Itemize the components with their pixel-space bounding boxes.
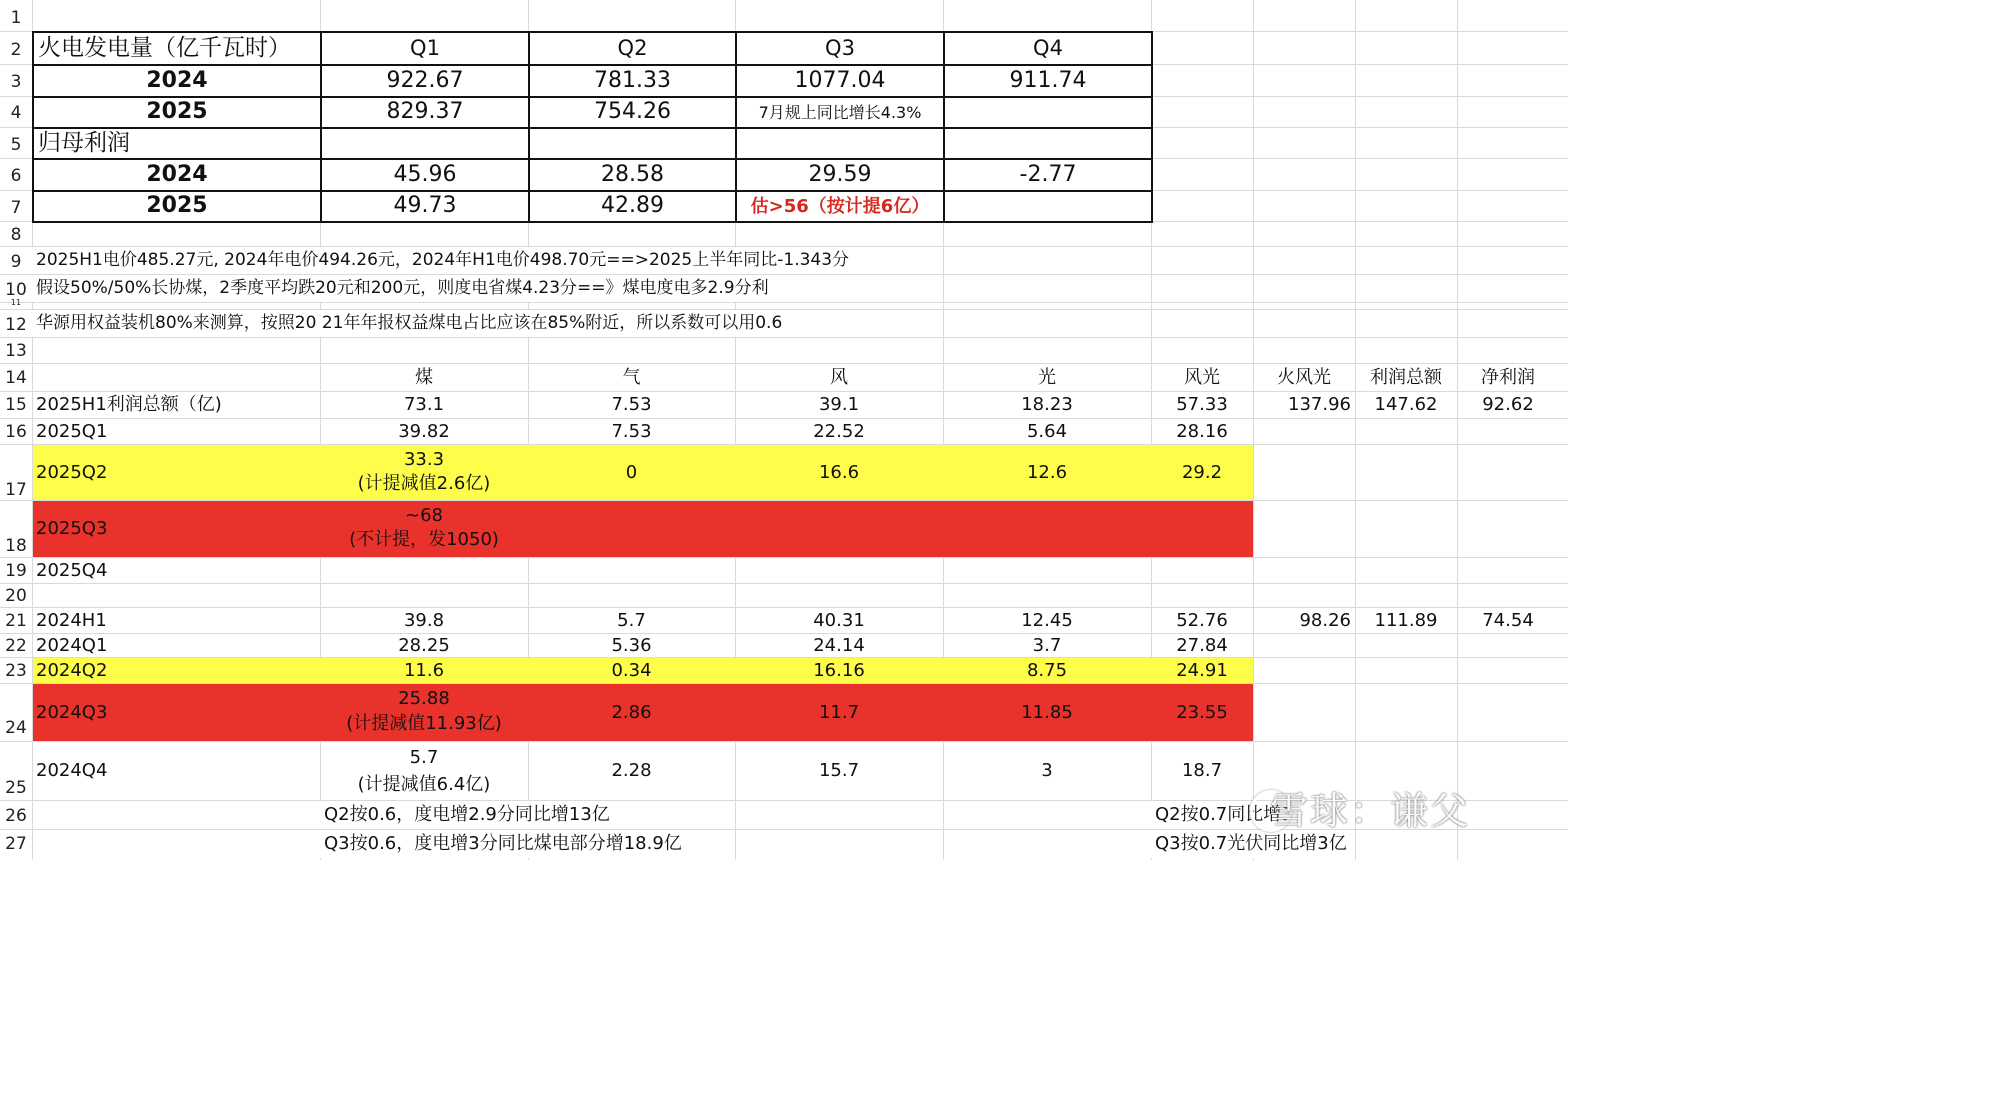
profit-label[interactable]: 归母利润: [32, 127, 322, 160]
grid-line: [0, 583, 1568, 584]
note-cell[interactable]: Q2按0.6，度电增2.9分同比增13亿: [320, 801, 610, 829]
row-number[interactable]: 19: [5, 561, 27, 581]
estimate-cell[interactable]: 估>56（按计提6亿）: [735, 190, 945, 223]
row-number[interactable]: 8: [10, 225, 22, 245]
data-cell[interactable]: 2.86: [611, 701, 652, 723]
data-cell[interactable]: 111.89: [1374, 609, 1438, 631]
note-cell[interactable]: Q3按0.7光伏同比增3亿: [1151, 830, 1347, 858]
row-label[interactable]: 2025Q4: [36, 559, 108, 581]
data-cell[interactable]: 911.74: [943, 64, 1153, 98]
data-cell[interactable]: 39.8: [403, 609, 445, 631]
data-cell[interactable]: 15.7: [818, 760, 860, 782]
column-header[interactable]: 光: [1038, 366, 1056, 388]
row-number[interactable]: 17: [5, 480, 27, 500]
row-number[interactable]: 14: [5, 368, 27, 388]
watermark: 雪球：谦父: [1270, 789, 1471, 833]
data-cell[interactable]: 28.58: [528, 158, 737, 192]
data-cell[interactable]: 28.25: [398, 634, 450, 656]
data-cell[interactable]: 52.76: [1176, 609, 1228, 631]
empty-cell[interactable]: [943, 127, 1153, 160]
note-cell[interactable]: Q2按0.7同比增3: [1151, 801, 1293, 829]
row-number[interactable]: 10: [5, 280, 27, 300]
data-cell[interactable]: 73.1: [403, 394, 445, 416]
data-cell[interactable]: 16.16: [813, 659, 865, 681]
coal-value: 25.88: [398, 688, 450, 709]
row-label[interactable]: 2025Q1: [36, 420, 108, 442]
column-header[interactable]: 火风光: [1277, 366, 1331, 388]
note-cell[interactable]: 7月规上同比增长4.3%: [735, 96, 945, 129]
data-cell[interactable]: 12.45: [1021, 609, 1073, 631]
row-number[interactable]: 12: [5, 315, 27, 335]
data-cell[interactable]: 42.89: [528, 190, 737, 223]
data-cell[interactable]: 922.67: [320, 64, 530, 98]
data-cell[interactable]: 3: [1041, 760, 1053, 782]
row-number[interactable]: 7: [10, 198, 22, 218]
row-number[interactable]: 3: [10, 72, 22, 92]
row-label[interactable]: 2025Q2: [36, 461, 108, 483]
data-cell[interactable]: 49.73: [320, 190, 530, 223]
data-cell[interactable]: 22.52: [813, 420, 865, 442]
grid-line: [1457, 0, 1458, 860]
data-cell[interactable]: 27.84: [1176, 634, 1228, 656]
row-number[interactable]: 16: [5, 422, 27, 442]
data-cell[interactable]: 5.36: [611, 634, 652, 656]
data-cell[interactable]: 40.31: [813, 609, 865, 631]
data-cell[interactable]: 24.91: [1176, 659, 1228, 681]
row-label[interactable]: 2024Q4: [36, 760, 108, 782]
empty-cell[interactable]: [943, 96, 1153, 129]
coal-value: 5.7: [409, 747, 439, 768]
row-label[interactable]: 2024H1: [36, 609, 107, 631]
data-cell[interactable]: 7.53: [611, 394, 652, 416]
data-cell[interactable]: 23.55: [1176, 701, 1228, 723]
empty-cell[interactable]: [943, 190, 1153, 223]
empty-cell[interactable]: [320, 127, 530, 160]
data-cell[interactable]: 5.7: [617, 609, 646, 631]
row-number[interactable]: 21: [5, 611, 27, 631]
data-cell[interactable]: 74.54: [1482, 609, 1534, 631]
column-header[interactable]: 风光: [1184, 366, 1220, 388]
data-cell[interactable]: 7.53: [611, 420, 652, 442]
column-header-q1[interactable]: Q1: [320, 31, 530, 66]
column-header-q3[interactable]: Q3: [735, 31, 945, 66]
column-header[interactable]: 净利润: [1481, 366, 1535, 388]
data-cell[interactable]: 829.37: [320, 96, 530, 129]
grid-line: [1253, 0, 1254, 860]
coal-cell[interactable]: [320, 448, 528, 498]
data-cell[interactable]: 11.6: [403, 659, 445, 681]
row-number[interactable]: 26: [5, 806, 27, 826]
row-number[interactable]: 15: [5, 395, 27, 415]
grid-line: [0, 337, 1568, 338]
data-cell[interactable]: 16.6: [818, 461, 860, 483]
data-cell[interactable]: 8.75: [1026, 659, 1068, 681]
coal-note: (不计提，发1050): [349, 529, 499, 550]
row-number[interactable]: 13: [5, 341, 27, 361]
data-cell[interactable]: 18.7: [1181, 760, 1223, 782]
note-row-10[interactable]: 假设50%/50%长协煤，2季度平均跌20元和200元，则度电省煤4.23分==》煤电度电多2.9分利: [32, 275, 769, 302]
data-cell[interactable]: 29.2: [1181, 461, 1223, 483]
row-number[interactable]: 27: [5, 834, 27, 854]
data-cell[interactable]: 754.26: [528, 96, 737, 129]
column-header[interactable]: 气: [622, 366, 641, 388]
row-number[interactable]: 5: [10, 135, 22, 155]
data-cell[interactable]: 92.62: [1482, 394, 1534, 416]
row-label[interactable]: 2025Q3: [36, 518, 108, 540]
empty-cell[interactable]: [528, 127, 737, 160]
row-number[interactable]: 1: [10, 8, 22, 28]
note-cell[interactable]: Q3按0.6，度电增3分同比煤电部分增18.9亿: [320, 830, 682, 858]
coal-note: (计提减值11.93亿): [346, 713, 502, 734]
row-number[interactable]: 11: [10, 298, 22, 307]
data-cell[interactable]: 0: [625, 461, 638, 483]
row-label[interactable]: 2025H1利润总额（亿): [36, 394, 222, 416]
column-header-q2[interactable]: Q2: [528, 31, 737, 66]
note-row-9[interactable]: 2025H1电价485.27元, 2024年电价494.26元，2024年H1电价498.70元==>2025上半年同比-1.343分: [32, 247, 849, 274]
data-cell[interactable]: 12.6: [1026, 461, 1068, 483]
data-cell[interactable]: 18.23: [1021, 394, 1073, 416]
coal-note: (计提减值2.6亿): [357, 473, 491, 494]
row-number[interactable]: 18: [5, 536, 27, 556]
coal-note: (计提减值6.4亿): [357, 774, 491, 795]
data-cell[interactable]: 45.96: [320, 158, 530, 192]
coal-cell[interactable]: [320, 504, 528, 554]
data-cell[interactable]: 1077.04: [735, 64, 945, 98]
grid-line: [0, 302, 1568, 303]
row-number[interactable]: 6: [10, 166, 22, 186]
empty-cell[interactable]: [735, 127, 945, 160]
coal-cell[interactable]: [320, 686, 528, 738]
data-cell[interactable]: 28.16: [1176, 420, 1228, 442]
data-cell[interactable]: -2.77: [943, 158, 1153, 192]
data-cell[interactable]: 137.96: [1288, 394, 1351, 416]
grid-line: [1355, 0, 1356, 860]
row-number[interactable]: 24: [5, 718, 27, 738]
data-cell[interactable]: 781.33: [528, 64, 737, 98]
data-cell[interactable]: 29.59: [735, 158, 945, 192]
data-cell[interactable]: 98.26: [1299, 609, 1351, 631]
data-cell[interactable]: 0.34: [611, 659, 652, 681]
data-cell[interactable]: 3.7: [1032, 634, 1062, 656]
data-cell[interactable]: 24.14: [813, 634, 865, 656]
data-cell[interactable]: 11.7: [818, 701, 860, 723]
data-cell[interactable]: 5.64: [1026, 420, 1068, 442]
data-cell[interactable]: 39.82: [398, 420, 450, 442]
row-number[interactable]: 20: [5, 586, 27, 606]
column-header[interactable]: 利润总额: [1370, 366, 1442, 388]
coal-cell[interactable]: [320, 744, 528, 798]
row-number[interactable]: 4: [10, 103, 22, 123]
column-header[interactable]: 风: [830, 366, 848, 388]
year-cell[interactable]: 2024: [32, 64, 322, 98]
data-cell[interactable]: 11.85: [1021, 701, 1073, 723]
data-cell[interactable]: 57.33: [1176, 394, 1228, 416]
row-label[interactable]: 2024Q3: [36, 701, 108, 723]
year-cell[interactable]: 2025: [32, 96, 322, 129]
note-row-12[interactable]: 华源用权益装机80%来测算，按照20 21年年报权益煤电占比应该在85%附近，所以系数可以用0.6: [32, 310, 782, 337]
coal-value: 33.3: [403, 449, 445, 470]
column-header-q4[interactable]: Q4: [943, 31, 1153, 66]
row-number[interactable]: 22: [5, 636, 27, 656]
row-number[interactable]: 25: [5, 778, 27, 798]
data-cell[interactable]: 39.1: [818, 394, 860, 416]
row-number[interactable]: 9: [10, 252, 22, 272]
year-cell[interactable]: 2025: [32, 190, 322, 223]
table-header-label[interactable]: 火电发电量（亿千瓦时）: [32, 31, 322, 66]
row-label[interactable]: 2024Q2: [36, 659, 108, 681]
data-cell[interactable]: 147.62: [1374, 394, 1438, 416]
year-cell[interactable]: 2024: [32, 158, 322, 192]
row-label[interactable]: 2024Q1: [36, 634, 108, 656]
column-header[interactable]: 煤: [415, 366, 433, 388]
row-number[interactable]: 23: [5, 661, 27, 681]
row-number[interactable]: 2: [10, 40, 22, 60]
coal-value: ~68: [405, 505, 443, 526]
data-cell[interactable]: 2.28: [611, 760, 652, 782]
